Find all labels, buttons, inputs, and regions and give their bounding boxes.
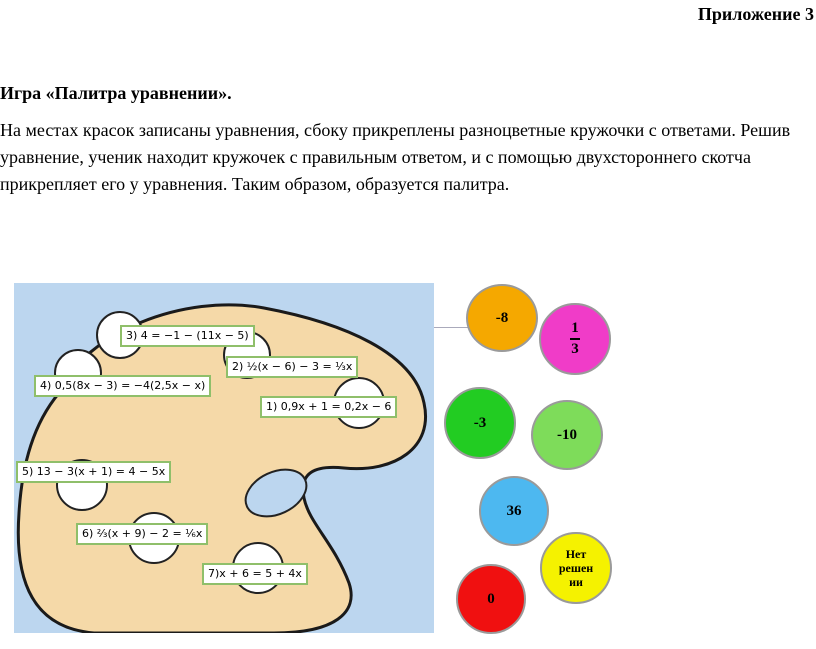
fraction-denominator: 3 bbox=[571, 341, 579, 357]
equation-4: 4) 0,5(8x − 3) = −4(2,5x − x) bbox=[34, 375, 211, 397]
palette-figure bbox=[14, 283, 434, 633]
connector-line bbox=[434, 327, 468, 328]
answer-circle-no-solution[interactable] bbox=[540, 532, 612, 604]
answer-circle-minus-3[interactable] bbox=[444, 387, 516, 459]
answer-label: -3 bbox=[473, 414, 487, 431]
answer-circle-zero[interactable] bbox=[456, 564, 526, 634]
answer-circle-minus-10[interactable] bbox=[531, 400, 603, 470]
equation-3: 3) 4 = −1 − (11x − 5) bbox=[120, 325, 255, 347]
fraction bbox=[570, 321, 580, 357]
answer-label: 36 bbox=[506, 502, 522, 519]
answer-circle-one-third[interactable] bbox=[539, 303, 611, 375]
equation-5: 5) 13 − 3(x + 1) = 4 − 5x bbox=[16, 461, 171, 483]
fraction-bar bbox=[570, 338, 580, 340]
answer-label: -10 bbox=[557, 426, 577, 443]
appendix-label: Приложение 3 bbox=[697, 4, 814, 24]
equation-2: 2) ½(x − 6) − 3 = ⅓x bbox=[226, 356, 358, 378]
answer-circle-36[interactable] bbox=[479, 476, 549, 546]
game-title: Игра «Палитра уравнении». bbox=[0, 83, 232, 103]
answer-label: Нет решен ии bbox=[558, 547, 594, 589]
equation-6: 6) ⅔(x + 9) − 2 = ⅙x bbox=[76, 523, 208, 545]
game-description: На местах красок записаны уравнения, сбоку прикреплены разноцветные кружочки с ответами. Решив уравнение, ученик находит кружочек с правильным ответом, и с помощью двухстороннего скотча прикрепляет его у уравнения. Таким образом, образуется палитра. bbox=[0, 120, 791, 194]
answer-label: 0 bbox=[487, 590, 495, 607]
answer-label: -8 bbox=[495, 309, 509, 326]
equation-1: 1) 0,9x + 1 = 0,2x − 6 bbox=[260, 396, 397, 418]
equation-7: 7)x + 6 = 5 + 4x bbox=[202, 563, 308, 585]
answer-circle-minus-8[interactable] bbox=[466, 284, 538, 352]
fraction-numerator: 1 bbox=[571, 320, 579, 336]
